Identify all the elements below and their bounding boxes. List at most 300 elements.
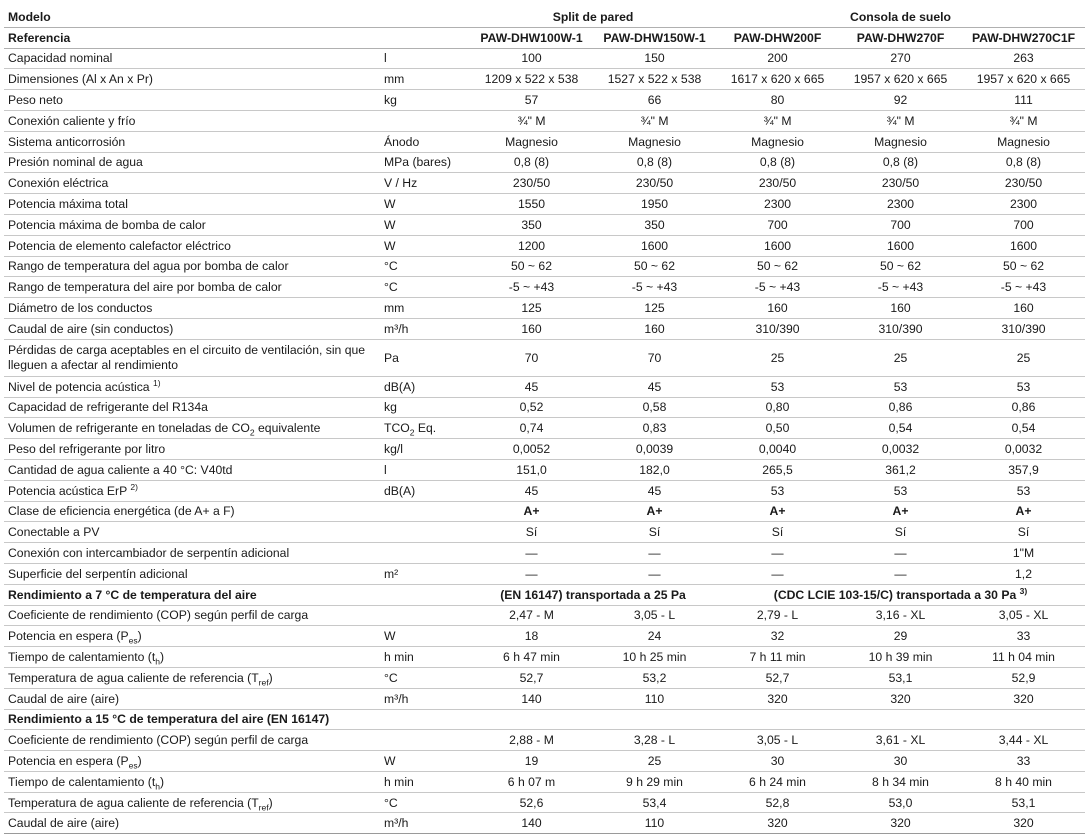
note-text: (CDC LCIE 103-15/C) transportada a 30 Pa xyxy=(773,587,1017,602)
value-cell: 45 xyxy=(593,480,716,501)
value-cell: 182,0 xyxy=(593,459,716,480)
value-cell: 1600 xyxy=(962,235,1085,256)
unit-text: Pa xyxy=(384,350,399,365)
value-cell: 53 xyxy=(716,376,839,397)
row-unit xyxy=(378,626,470,647)
row-label xyxy=(4,626,378,647)
row-label-text: Presión nominal de agua xyxy=(8,155,143,170)
value-cell: 33 xyxy=(962,626,1085,647)
unit-text: W xyxy=(384,197,396,212)
row-unit xyxy=(378,522,470,543)
row-label-text: Superficie del serpentín adicional xyxy=(8,566,188,581)
specifications-table xyxy=(4,7,1085,834)
row-label-text: Potencia en espera (P xyxy=(8,629,129,644)
unit-text: °C xyxy=(384,280,398,295)
value-cell: 0,8 (8) xyxy=(716,152,839,173)
row-label-suffix: ) xyxy=(137,629,142,644)
row-label-text: Conexión caliente y frío xyxy=(8,113,136,128)
row-unit xyxy=(378,318,470,339)
row-label-text: Tiempo de calentamiento (t xyxy=(8,774,156,789)
unit-text: dB(A) xyxy=(384,483,416,498)
row-unit xyxy=(378,543,470,564)
value-cell: -5 ~ +43 xyxy=(716,277,839,298)
value-cell: 320 xyxy=(716,688,839,709)
value-cell: 45 xyxy=(470,376,593,397)
value-cell: 53,2 xyxy=(593,667,716,688)
value-cell: A+ xyxy=(470,501,593,522)
table-row xyxy=(4,256,1085,277)
row-unit xyxy=(378,256,470,277)
table-row xyxy=(4,173,1085,194)
row-label-text: Conexión con intercambiador de serpentín adicional xyxy=(8,546,290,560)
value-cell: 230/50 xyxy=(593,173,716,194)
row-unit xyxy=(378,90,470,111)
value-cell: 230/50 xyxy=(716,173,839,194)
value-cell: 700 xyxy=(716,214,839,235)
value-cell: 357,9 xyxy=(962,459,1085,480)
row-unit xyxy=(378,667,470,688)
value-cell: 92 xyxy=(839,90,962,111)
value-cell: 3,05 - L xyxy=(716,730,839,751)
value-cell: 25 xyxy=(716,339,839,376)
unit-text: mm xyxy=(384,72,405,87)
row-label xyxy=(4,792,378,813)
value-cell: 263 xyxy=(962,48,1085,69)
value-cell: 8 h 34 min xyxy=(839,771,962,792)
row-label-text: Potencia máxima de bomba de calor xyxy=(8,217,206,232)
model-header: PAW-DHW100W-1 xyxy=(470,27,593,48)
unit-text: °C xyxy=(384,670,398,685)
row-unit xyxy=(378,418,470,439)
value-cell: 0,83 xyxy=(593,418,716,439)
row-label-text: Coeficiente de rendimiento (COP) según perfil de carga xyxy=(8,733,309,748)
row-unit xyxy=(378,751,470,772)
row-unit xyxy=(378,501,470,522)
row-unit xyxy=(378,439,470,460)
value-cell: 700 xyxy=(962,214,1085,235)
value-cell: 320 xyxy=(962,688,1085,709)
row-unit xyxy=(378,339,470,376)
row-label-text: Caudal de aire (sin conductos) xyxy=(8,321,174,336)
unit-text: dB(A) xyxy=(384,379,416,394)
value-cell: 140 xyxy=(470,688,593,709)
row-label-text: Nivel de potencia acústica xyxy=(8,379,150,394)
value-cell: 32 xyxy=(716,626,839,647)
row-unit xyxy=(378,235,470,256)
value-cell: — xyxy=(593,543,716,564)
value-cell: Magnesio xyxy=(716,131,839,152)
row-label xyxy=(4,69,378,90)
value-cell: 53,4 xyxy=(593,792,716,813)
value-cell: Sí xyxy=(962,522,1085,543)
value-cell: Sí xyxy=(716,522,839,543)
value-cell: 0,58 xyxy=(593,397,716,418)
value-cell: 53,1 xyxy=(839,667,962,688)
row-label-suffix: ) xyxy=(137,753,142,768)
row-unit xyxy=(378,771,470,792)
row-unit xyxy=(378,152,470,173)
table-row xyxy=(4,277,1085,298)
value-cell: 100 xyxy=(470,48,593,69)
section-15-title: Rendimiento a 15 °C de temperatura del aire (EN 16147) xyxy=(4,709,1085,730)
row-label xyxy=(4,771,378,792)
row-label xyxy=(4,688,378,709)
value-cell: 50 ~ 62 xyxy=(470,256,593,277)
row-label-text: Rango de temperatura del agua por bomba de calor xyxy=(8,259,289,274)
value-cell: 110 xyxy=(593,813,716,834)
value-cell: Magnesio xyxy=(470,131,593,152)
label-subscript: es xyxy=(128,760,138,771)
value-cell: 80 xyxy=(716,90,839,111)
value-cell: A+ xyxy=(593,501,716,522)
value-cell: 52,7 xyxy=(470,667,593,688)
value-cell: — xyxy=(839,563,962,584)
value-cell: 53 xyxy=(716,480,839,501)
row-label xyxy=(4,339,378,376)
row-label xyxy=(4,194,378,215)
row-label-text: Cantidad de agua caliente a 40 °C: V40td xyxy=(8,462,233,477)
label-subscript: ref xyxy=(258,802,269,812)
value-cell: 361,2 xyxy=(839,459,962,480)
unit-text: MPa (bares) xyxy=(384,155,452,170)
row-unit xyxy=(378,480,470,501)
row-unit xyxy=(378,730,470,751)
unit-text: m² xyxy=(384,566,399,581)
value-cell: 53 xyxy=(839,376,962,397)
value-cell: 0,80 xyxy=(716,397,839,418)
wall-split-group: Split de pared xyxy=(470,7,716,27)
value-cell: 52,6 xyxy=(470,792,593,813)
value-cell: 29 xyxy=(839,626,962,647)
value-cell: 3,61 - XL xyxy=(839,730,962,751)
modelo-label: Modelo xyxy=(4,7,378,27)
value-cell: 25 xyxy=(839,339,962,376)
row-unit xyxy=(378,48,470,69)
table-row xyxy=(4,626,1085,647)
value-cell: 2300 xyxy=(716,194,839,215)
row-label-text: Coeficiente de rendimiento (COP) según perfil de carga xyxy=(8,608,309,623)
unit-suffix: Eq. xyxy=(414,421,437,436)
row-label-text: Potencia acústica ErP xyxy=(8,483,128,498)
value-cell: 350 xyxy=(593,214,716,235)
table-row xyxy=(4,730,1085,751)
value-cell: 151,0 xyxy=(470,459,593,480)
floor-console-group: Consola de suelo xyxy=(716,7,1085,27)
value-cell: ¾" M xyxy=(839,110,962,131)
value-cell: Magnesio xyxy=(962,131,1085,152)
row-unit xyxy=(378,69,470,90)
value-cell: 265,5 xyxy=(716,459,839,480)
row-label-text: Diámetro de los conductos xyxy=(8,301,153,316)
value-cell: 140 xyxy=(470,813,593,834)
value-cell: 3,05 - XL xyxy=(962,605,1085,626)
value-cell: 1200 xyxy=(470,235,593,256)
row-label-text: Potencia de elemento calefactor eléctrico xyxy=(8,238,231,253)
value-cell: 70 xyxy=(470,339,593,376)
row-unit xyxy=(378,173,470,194)
value-cell: 1957 x 620 x 665 xyxy=(962,69,1085,90)
value-cell: 50 ~ 62 xyxy=(593,256,716,277)
unit-text: °C xyxy=(384,259,398,274)
value-cell: 0,0039 xyxy=(593,439,716,460)
row-label xyxy=(4,543,378,564)
value-cell: 0,86 xyxy=(962,397,1085,418)
value-cell: 53 xyxy=(839,480,962,501)
row-unit xyxy=(378,813,470,834)
row-label-text: Conexión eléctrica xyxy=(8,176,109,191)
unit-text: kg/l xyxy=(384,442,403,457)
value-cell: 0,0032 xyxy=(962,439,1085,460)
unit-text: h min xyxy=(384,649,414,664)
row-label-text: Capacidad de refrigerante del R134a xyxy=(8,400,208,415)
section-7-title: Rendimiento a 7 °C de temperatura del aire xyxy=(4,584,378,605)
unit-text: kg xyxy=(384,400,397,415)
table-row xyxy=(4,647,1085,668)
value-cell: Sí xyxy=(593,522,716,543)
value-cell: 3,16 - XL xyxy=(839,605,962,626)
value-cell: 53 xyxy=(962,480,1085,501)
value-cell: 1957 x 620 x 665 xyxy=(839,69,962,90)
value-cell: Magnesio xyxy=(593,131,716,152)
value-cell: 1550 xyxy=(470,194,593,215)
table-row xyxy=(4,90,1085,111)
table-row xyxy=(4,397,1085,418)
value-cell: Magnesio xyxy=(839,131,962,152)
row-unit xyxy=(378,563,470,584)
value-cell: 320 xyxy=(839,813,962,834)
value-cell: 1209 x 522 x 538 xyxy=(470,69,593,90)
value-cell: 6 h 47 min xyxy=(470,647,593,668)
table-row xyxy=(4,69,1085,90)
value-cell: 0,54 xyxy=(839,418,962,439)
value-cell: 0,0032 xyxy=(839,439,962,460)
value-cell: 0,54 xyxy=(962,418,1085,439)
value-cell: 8 h 40 min xyxy=(962,771,1085,792)
value-cell: — xyxy=(839,543,962,564)
value-cell: 310/390 xyxy=(962,318,1085,339)
value-cell: 25 xyxy=(593,751,716,772)
value-cell: 70 xyxy=(593,339,716,376)
row-label xyxy=(4,48,378,69)
row-label xyxy=(4,480,378,501)
label-subscript: ref xyxy=(258,677,269,688)
value-cell: -5 ~ +43 xyxy=(470,277,593,298)
row-label xyxy=(4,563,378,584)
label-subscript: es xyxy=(128,635,138,646)
row-label-text: Volumen de refrigerante en toneladas de CO xyxy=(8,421,250,436)
footnote-marker: 3) xyxy=(1019,585,1028,596)
value-cell: 24 xyxy=(593,626,716,647)
value-cell: 110 xyxy=(593,688,716,709)
value-cell: A+ xyxy=(716,501,839,522)
table-row xyxy=(4,152,1085,173)
unit-text: m³/h xyxy=(384,691,409,706)
row-label-text: Temperatura de agua caliente de referencia (T xyxy=(8,670,259,685)
value-cell: 50 ~ 62 xyxy=(839,256,962,277)
value-cell: 1,2 xyxy=(962,563,1085,584)
unit-text: W xyxy=(384,238,396,253)
value-cell: 53,0 xyxy=(839,792,962,813)
unit-subscript: 2 xyxy=(409,427,415,438)
unit-text: W xyxy=(384,629,396,644)
row-label xyxy=(4,256,378,277)
value-cell: 150 xyxy=(593,48,716,69)
footnote-marker: 2) xyxy=(130,481,138,492)
value-cell: 2,47 - M xyxy=(470,605,593,626)
row-label-text: Pérdidas de carga aceptables en el circuito de ventilación, sin que lleguen a afectar al rendimiento xyxy=(8,343,366,372)
section-7-note-wall: (EN 16147) transportada a 25 Pa xyxy=(470,584,716,605)
table-row xyxy=(4,751,1085,772)
table-row xyxy=(4,318,1085,339)
table-body xyxy=(4,7,1085,834)
model-header: PAW-DHW150W-1 xyxy=(593,27,716,48)
row-label-text: Caudal de aire (aire) xyxy=(8,816,120,831)
table-row xyxy=(4,110,1085,131)
value-cell: -5 ~ +43 xyxy=(839,277,962,298)
row-label-text: Potencia en espera (P xyxy=(8,753,129,768)
value-cell: 2300 xyxy=(962,194,1085,215)
row-label xyxy=(4,751,378,772)
table-row xyxy=(4,480,1085,501)
value-cell: 0,8 (8) xyxy=(593,152,716,173)
value-cell: 2,88 - M xyxy=(470,730,593,751)
value-cell: — xyxy=(593,563,716,584)
unit-text: l xyxy=(384,462,387,477)
unit-text: m³/h xyxy=(384,321,409,336)
value-cell: 1600 xyxy=(593,235,716,256)
row-unit xyxy=(378,397,470,418)
value-cell: 1600 xyxy=(716,235,839,256)
value-cell: 270 xyxy=(839,48,962,69)
row-unit xyxy=(378,110,470,131)
row-label xyxy=(4,90,378,111)
footnote-marker: 1) xyxy=(152,377,161,388)
row-label-text: Tiempo de calentamiento (t xyxy=(8,649,156,664)
value-cell: 3,05 - L xyxy=(593,605,716,626)
value-cell: -5 ~ +43 xyxy=(962,277,1085,298)
value-cell: 52,9 xyxy=(962,667,1085,688)
value-cell: 160 xyxy=(593,318,716,339)
row-unit xyxy=(378,647,470,668)
table-row xyxy=(4,813,1085,834)
value-cell: 10 h 39 min xyxy=(839,647,962,668)
table-row xyxy=(4,771,1085,792)
label-subscript: h xyxy=(155,656,160,667)
value-cell: 50 ~ 62 xyxy=(962,256,1085,277)
value-cell: 52,7 xyxy=(716,667,839,688)
value-cell: 1950 xyxy=(593,194,716,215)
row-unit xyxy=(378,376,470,397)
row-label-text: Temperatura de agua caliente de referencia (T xyxy=(8,795,259,810)
value-cell: Sí xyxy=(470,522,593,543)
value-cell: 1"M xyxy=(962,543,1085,564)
value-cell: 2,79 - L xyxy=(716,605,839,626)
row-label-text: Rango de temperatura del aire por bomba de calor xyxy=(8,280,282,295)
value-cell: 6 h 07 m xyxy=(470,771,593,792)
value-cell: ¾" M xyxy=(470,110,593,131)
row-label xyxy=(4,397,378,418)
row-label-suffix: ) xyxy=(268,795,273,810)
label-subscript: h xyxy=(155,781,160,792)
unit-text: Ánodo xyxy=(384,134,420,149)
value-cell: 30 xyxy=(839,751,962,772)
unit-text: °C xyxy=(384,795,398,810)
value-cell: 160 xyxy=(470,318,593,339)
row-label-suffix: equivalente xyxy=(254,421,321,436)
value-cell: 0,8 (8) xyxy=(470,152,593,173)
value-cell: 0,8 (8) xyxy=(962,152,1085,173)
unit-text: W xyxy=(384,217,396,232)
table-row xyxy=(4,501,1085,522)
row-unit xyxy=(378,131,470,152)
table-row xyxy=(4,339,1085,376)
table-row xyxy=(4,667,1085,688)
value-cell: 25 xyxy=(962,339,1085,376)
value-cell: 320 xyxy=(716,813,839,834)
value-cell: 125 xyxy=(470,298,593,319)
row-label-text: Capacidad nominal xyxy=(8,51,113,66)
row-label-suffix: ) xyxy=(268,670,273,685)
value-cell: 160 xyxy=(839,298,962,319)
section-15-header-row xyxy=(4,709,1085,730)
value-cell: 310/390 xyxy=(839,318,962,339)
value-cell: 0,8 (8) xyxy=(839,152,962,173)
unit-text: W xyxy=(384,753,396,768)
row-label xyxy=(4,318,378,339)
row-label xyxy=(4,501,378,522)
value-cell: 310/390 xyxy=(716,318,839,339)
unit-text: V / Hz xyxy=(384,176,418,191)
value-cell: 320 xyxy=(962,813,1085,834)
row-label xyxy=(4,173,378,194)
table-row xyxy=(4,235,1085,256)
unit-text: l xyxy=(384,51,387,66)
row-label xyxy=(4,152,378,173)
value-cell: 1527 x 522 x 538 xyxy=(593,69,716,90)
unit-text: h min xyxy=(384,774,414,789)
value-cell: Sí xyxy=(839,522,962,543)
table-row xyxy=(4,418,1085,439)
value-cell: 18 xyxy=(470,626,593,647)
value-cell: 230/50 xyxy=(839,173,962,194)
row-label xyxy=(4,110,378,131)
row-label-text: Sistema anticorrosión xyxy=(8,134,126,149)
unit-text: m³/h xyxy=(384,816,409,831)
value-cell: A+ xyxy=(962,501,1085,522)
value-cell: 53,1 xyxy=(962,792,1085,813)
row-unit xyxy=(378,194,470,215)
row-label xyxy=(4,813,378,834)
row-label-text: Dimensiones (Al x An x Pr) xyxy=(8,72,153,87)
row-label xyxy=(4,235,378,256)
table-row xyxy=(4,459,1085,480)
value-cell: 57 xyxy=(470,90,593,111)
row-label xyxy=(4,667,378,688)
row-label-text: Peso del refrigerante por litro xyxy=(8,442,166,457)
row-label xyxy=(4,439,378,460)
row-unit xyxy=(378,605,470,626)
row-label xyxy=(4,459,378,480)
value-cell: ¾" M xyxy=(716,110,839,131)
section-7-note-floor xyxy=(716,584,1085,605)
value-cell: 45 xyxy=(470,480,593,501)
table-row xyxy=(4,439,1085,460)
table-row xyxy=(4,298,1085,319)
value-cell: — xyxy=(470,543,593,564)
row-unit xyxy=(378,792,470,813)
row-label-text: Conectable a PV xyxy=(8,525,100,540)
value-cell: — xyxy=(716,543,839,564)
